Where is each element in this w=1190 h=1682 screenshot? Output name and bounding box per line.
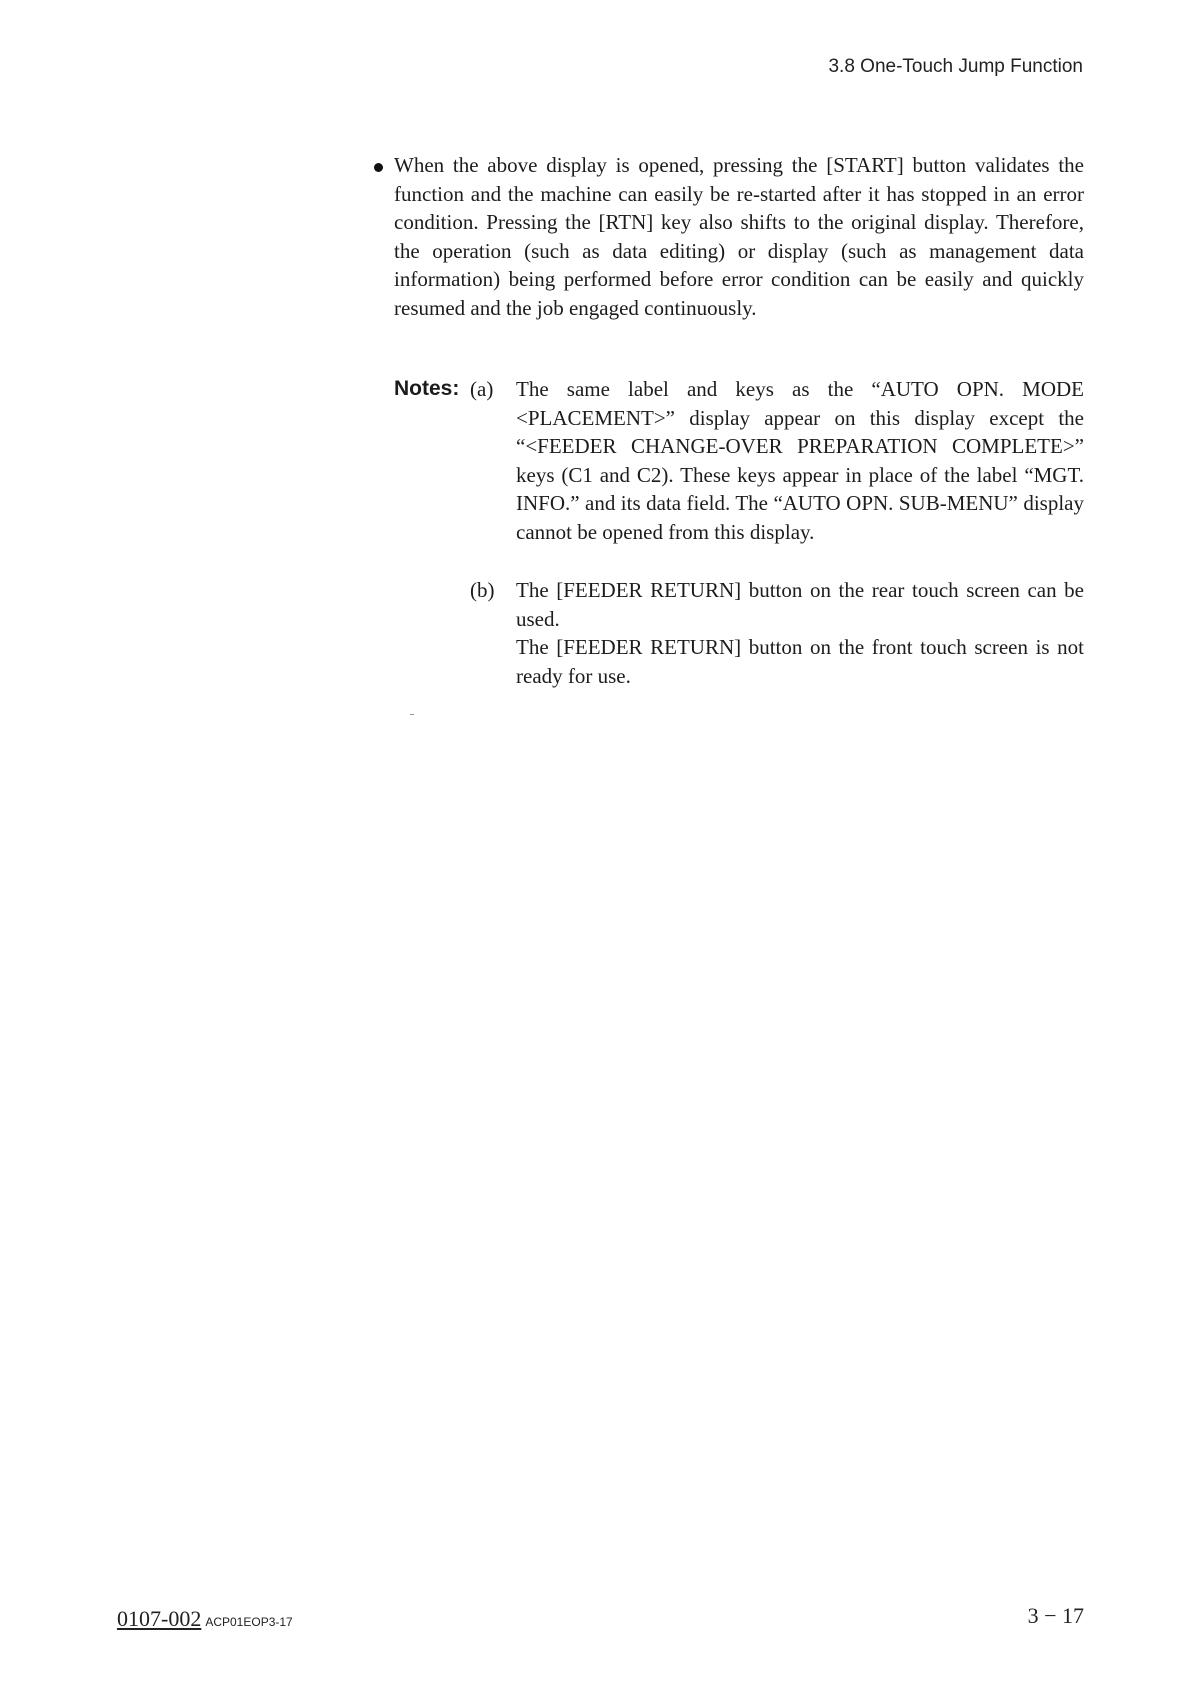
note-item-b (470, 576, 1084, 690)
note-item-a (470, 375, 1084, 547)
note-text: The [FEEDER RETURN] button on the rear touch screen can be used. (516, 578, 1084, 631)
note-marker: (a) (470, 377, 494, 401)
doc-id: ACP01EOP3-17 (205, 1615, 293, 1629)
note-marker: (b) (470, 578, 495, 602)
section-header: 3.8 One-Touch Jump Function (828, 56, 1083, 77)
footer-doc-code (117, 1606, 293, 1632)
doc-code: 0107-002 (117, 1606, 202, 1631)
bullet-text: When the above display is opened, pressing the [START] button validates the function and the machine can easily be re-started after it has stopped in an error condition. Pressing the [RTN] key also shifts to the original display. Therefore, the operation (such as data editing) or display (such as management data information) being performed before error condition can be easily and quickly resumed and the job engaged continuously. (394, 153, 1084, 320)
notes-label: Notes: (394, 377, 460, 400)
bullet-paragraph (394, 151, 1084, 323)
bullet-icon (374, 163, 383, 172)
note-text: The [FEEDER RETURN] button on the front touch screen is not ready for use. (516, 635, 1084, 688)
page-number: 3 − 17 (1027, 1603, 1084, 1628)
scan-speck (410, 714, 414, 715)
note-text: The same label and keys as the “AUTO OPN. MODE <PLACEMENT>” display appear on this display except the “<FEEDER CHANGE-OVER PREPARATION COMPLETE>” keys (C1 and C2). These keys appear in place of the label “MGT. INFO.” and its data field. The “AUTO OPN. SUB-MENU” display cannot be opened from this display. (516, 377, 1084, 544)
